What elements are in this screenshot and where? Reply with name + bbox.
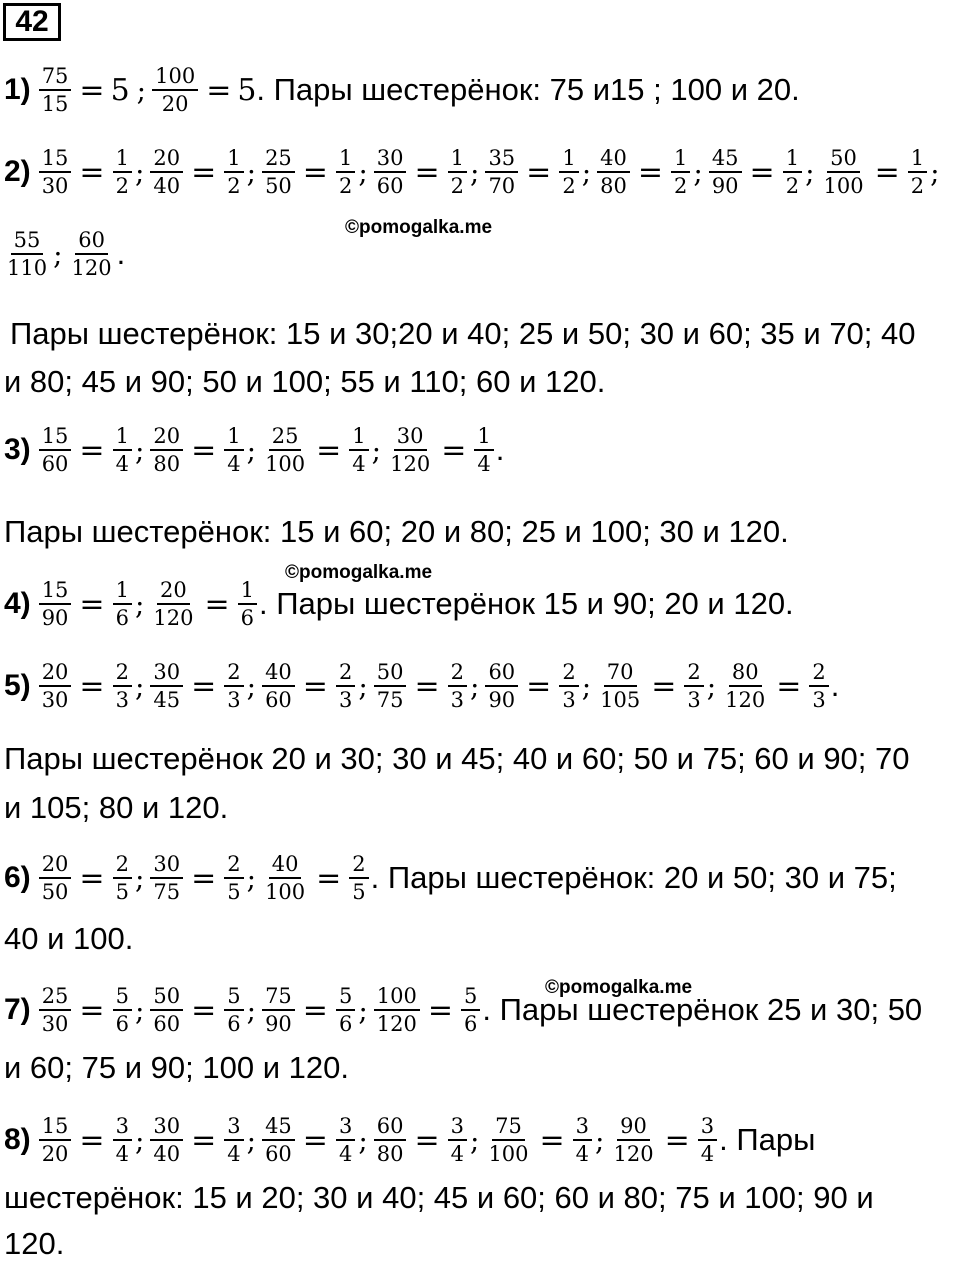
watermark: ©pomogalka.me xyxy=(345,217,493,238)
item-8-label: 8) xyxy=(4,1123,31,1156)
fraction: $\frac{3}{4}$ xyxy=(336,1114,355,1166)
item-1-tail: . Пары шестерёнок: 75 и15 ; 100 и 20. xyxy=(256,72,800,107)
item-5-answer-a: Пары шестерёнок 20 и 30; 30 и 45; 40 и 60; 50 и 75; 60 и 90; 70 xyxy=(4,741,910,776)
fraction: $\frac{1}{4}$ xyxy=(113,424,132,476)
item-6-answer: 40 и 100. xyxy=(4,921,134,956)
fraction: $\frac{1}{2}$ xyxy=(559,146,578,198)
fraction: $\frac{20}{80}$ xyxy=(150,424,183,476)
fraction: $\frac{100}{120}$ xyxy=(374,984,420,1036)
fraction: $\frac{2}{3}$ xyxy=(224,660,243,712)
fraction: $\frac{5}{6}$ xyxy=(224,984,243,1036)
item-3-answer: Пары шестерёнок: 15 и 60; 20 и 80; 25 и 100; 30 и 120. xyxy=(4,514,789,549)
fraction: $\frac{2}{3}$ xyxy=(809,660,828,712)
fraction: $\frac{2}{3}$ xyxy=(684,660,703,712)
fraction: $\frac{1}{2}$ xyxy=(448,146,467,198)
item-8-line: 8) $\frac{15}{20}$ = $\frac{3}{4}$ ; $\frac{30}{40}$ = $\frac{3}{4}$ ; $\frac{45}{60}$ = $\frac{3}{4}$ ; $\frac{60}{80}$ = $\frac{3}{4}$ ; $\frac{75}{100}$ = $\frac{3}{4}$ ; $\frac{90}{120}$ = $\frac{3}{4}$ . Пары xyxy=(4,1114,816,1166)
fraction: $\frac{20}{120}$ xyxy=(153,578,194,630)
item-8-tail: . Пары xyxy=(719,1122,816,1157)
fraction: $\frac{50}{100}$ xyxy=(823,146,864,198)
item-1-line: 1) $\frac{75}{15}$ = 5 ; $\frac{100}{20}$ = 5 . Пары шестерёнок: 75 и15 ; 100 и 20. xyxy=(4,64,800,116)
item-8-answer-a: шестерёнок: 15 и 20; 30 и 40; 45 и 60; 60 и 80; 75 и 100; 90 и xyxy=(4,1180,874,1215)
fraction: $\frac{3}{4}$ xyxy=(224,1114,243,1166)
fraction: $\frac{3}{4}$ xyxy=(573,1114,592,1166)
fraction: $\frac{25}{50}$ xyxy=(262,146,295,198)
item-7-tail: . Пары шестерёнок 25 и 30; 50 xyxy=(482,992,923,1027)
fraction: $\frac{45}{90}$ xyxy=(709,146,742,198)
fraction: $\frac{70}{105}$ xyxy=(600,660,641,712)
fraction: $\frac{15}{20}$ xyxy=(39,1114,72,1166)
fraction: $\frac{30}{40}$ xyxy=(150,1114,183,1166)
fraction: $\frac{75}{15}$ xyxy=(39,64,72,116)
fraction: $\frac{5}{6}$ xyxy=(461,984,480,1036)
fraction: $\frac{50}{60}$ xyxy=(150,984,183,1036)
fraction: $\frac{20}{30}$ xyxy=(39,660,72,712)
fraction: $\frac{55}{110}$ xyxy=(7,228,48,280)
fraction: $\frac{1}{2}$ xyxy=(336,146,355,198)
item-4-tail: . Пары шестерёнок 15 и 90; 20 и 120. xyxy=(258,586,794,621)
item-2-label: 2) xyxy=(4,155,31,188)
item-1-label: 1) xyxy=(4,73,31,106)
fraction: $\frac{2}{3}$ xyxy=(559,660,578,712)
item-6-line: 6) $\frac{20}{50}$ = $\frac{2}{5}$ ; $\frac{30}{75}$ = $\frac{2}{5}$ ; $\frac{40}{100}$ = $\frac{2}{5}$ . Пары шестерёнок: 20 и 50; 30 и 75; xyxy=(4,852,897,904)
item-5-answer-b: и 105; 80 и 120. xyxy=(4,790,229,825)
task-number: 42 xyxy=(15,5,49,38)
fraction: $\frac{35}{70}$ xyxy=(485,146,518,198)
fraction: $\frac{1}{4}$ xyxy=(474,424,493,476)
fraction: $\frac{30}{75}$ xyxy=(150,852,183,904)
fraction: $\frac{30}{120}$ xyxy=(390,424,431,476)
item-3-label: 3) xyxy=(4,433,31,466)
fraction: $\frac{20}{50}$ xyxy=(39,852,72,904)
fraction: $\frac{40}{60}$ xyxy=(262,660,295,712)
fraction: $\frac{5}{6}$ xyxy=(336,984,355,1036)
fraction: $\frac{45}{60}$ xyxy=(262,1114,295,1166)
fraction: $\frac{1}{4}$ xyxy=(224,424,243,476)
fraction: $\frac{80}{120}$ xyxy=(725,660,766,712)
item-5-line: 5) $\frac{20}{30}$ = $\frac{2}{3}$ ; $\frac{30}{45}$ = $\frac{2}{3}$ ; $\frac{40}{60}$ = $\frac{2}{3}$ ; $\frac{50}{75}$ = $\frac{2}{3}$ ; $\frac{60}{90}$ = $\frac{2}{3}$ ; $\frac{70}{105}$ = $\frac{2}{3}$ ; $\frac{80}{120}$ = $\frac{2}{3}$ . xyxy=(4,660,840,712)
item-7-line: 7) $\frac{25}{30}$ = $\frac{5}{6}$ ; $\frac{50}{60}$ = $\frac{5}{6}$ ; $\frac{75}{90}$ = $\frac{5}{6}$ ; $\frac{100}{120}$ = $\frac{5}{6}$ . Пары шестерёнок 25 и 30; 50 xyxy=(4,984,923,1036)
fraction: $\frac{20}{40}$ xyxy=(150,146,183,198)
fraction: $\frac{60}{120}$ xyxy=(71,228,112,280)
fraction: $\frac{1}{4}$ xyxy=(349,424,368,476)
item-5-label: 5) xyxy=(4,669,31,702)
fraction: $\frac{100}{20}$ xyxy=(152,64,198,116)
item-2-answer-a: Пары шестерёнок: 15 и 30;20 и 40; 25 и 50; 30 и 60; 35 и 70; 40 xyxy=(10,316,916,351)
fraction: $\frac{1}{2}$ xyxy=(908,146,927,198)
item-4-line: 4) $\frac{15}{90}$ = $\frac{1}{6}$ ; $\frac{20}{120}$ = $\frac{1}{6}$ . Пары шестерёнок 15 и 90; 20 и 120. xyxy=(4,578,794,630)
item-7-answer: и 60; 75 и 90; 100 и 120. xyxy=(4,1050,349,1085)
fraction: $\frac{15}{30}$ xyxy=(39,146,72,198)
fraction: $\frac{2}{5}$ xyxy=(113,852,132,904)
fraction: $\frac{60}{90}$ xyxy=(485,660,518,712)
fraction: $\frac{40}{100}$ xyxy=(265,852,306,904)
watermark: ©pomogalka.me xyxy=(545,977,693,998)
fraction: $\frac{15}{90}$ xyxy=(39,578,72,630)
fraction: $\frac{5}{6}$ xyxy=(113,984,132,1036)
item-6-label: 6) xyxy=(4,861,31,894)
fraction: $\frac{2}{5}$ xyxy=(349,852,368,904)
fraction: $\frac{25}{100}$ xyxy=(265,424,306,476)
fraction: $\frac{30}{60}$ xyxy=(374,146,407,198)
fraction: $\frac{2}{5}$ xyxy=(224,852,243,904)
fraction: $\frac{1}{6}$ xyxy=(113,578,132,630)
fraction: $\frac{1}{2}$ xyxy=(671,146,690,198)
item-6-tail: . Пары шестерёнок: 20 и 50; 30 и 75; xyxy=(370,860,897,895)
fraction: $\frac{1}{2}$ xyxy=(224,146,243,198)
task-number-box xyxy=(3,3,61,41)
fraction: $\frac{1}{6}$ xyxy=(238,578,257,630)
fraction: $\frac{2}{3}$ xyxy=(113,660,132,712)
fraction: $\frac{3}{4}$ xyxy=(113,1114,132,1166)
fraction: $\frac{25}{30}$ xyxy=(39,984,72,1036)
fraction: $\frac{1}{2}$ xyxy=(783,146,802,198)
fraction: $\frac{50}{75}$ xyxy=(374,660,407,712)
fraction: $\frac{3}{4}$ xyxy=(448,1114,467,1166)
fraction: $\frac{60}{80}$ xyxy=(374,1114,407,1166)
fraction: $\frac{75}{100}$ xyxy=(488,1114,529,1166)
item-3-line: 3) $\frac{15}{60}$ = $\frac{1}{4}$ ; $\frac{20}{80}$ = $\frac{1}{4}$ ; $\frac{25}{100}$ = $\frac{1}{4}$ ; $\frac{30}{120}$ = $\frac{1}{4}$ . xyxy=(4,424,505,476)
item-2-answer-b: и 80; 45 и 90; 50 и 100; 55 и 110; 60 и 120. xyxy=(4,364,606,399)
item-8-answer-b: 120. xyxy=(4,1226,65,1261)
item-4-label: 4) xyxy=(4,587,31,620)
fraction: $\frac{40}{80}$ xyxy=(597,146,630,198)
item-2-line-b: $\frac{55}{110}$ ; $\frac{60}{120}$ . xyxy=(2,228,125,280)
item-7-label: 7) xyxy=(4,993,31,1026)
item-2-line: 2) $\frac{15}{30}$ = $\frac{1}{2}$ ; $\frac{20}{40}$ = $\frac{1}{2}$ ; $\frac{25}{50}$ = $\frac{1}{2}$ ; $\frac{30}{60}$ = $\frac{1}{2}$ ; $\frac{35}{70}$ = $\frac{1}{2}$ ; $\frac{40}{80}$ = $\frac{1}{2}$ ; $\frac{45}{90}$ = $\frac{1}{2}$ ; $\frac{50}{100}$ = $\frac{1}{2}$ ; xyxy=(4,146,940,198)
fraction: $\frac{2}{3}$ xyxy=(336,660,355,712)
watermark: ©pomogalka.me xyxy=(285,562,433,583)
fraction: $\frac{3}{4}$ xyxy=(698,1114,717,1166)
fraction: $\frac{2}{3}$ xyxy=(448,660,467,712)
fraction: $\frac{75}{90}$ xyxy=(262,984,295,1036)
fraction: $\frac{15}{60}$ xyxy=(39,424,72,476)
fraction: $\frac{1}{2}$ xyxy=(113,146,132,198)
fraction: $\frac{30}{45}$ xyxy=(150,660,183,712)
fraction: $\frac{90}{120}$ xyxy=(613,1114,654,1166)
